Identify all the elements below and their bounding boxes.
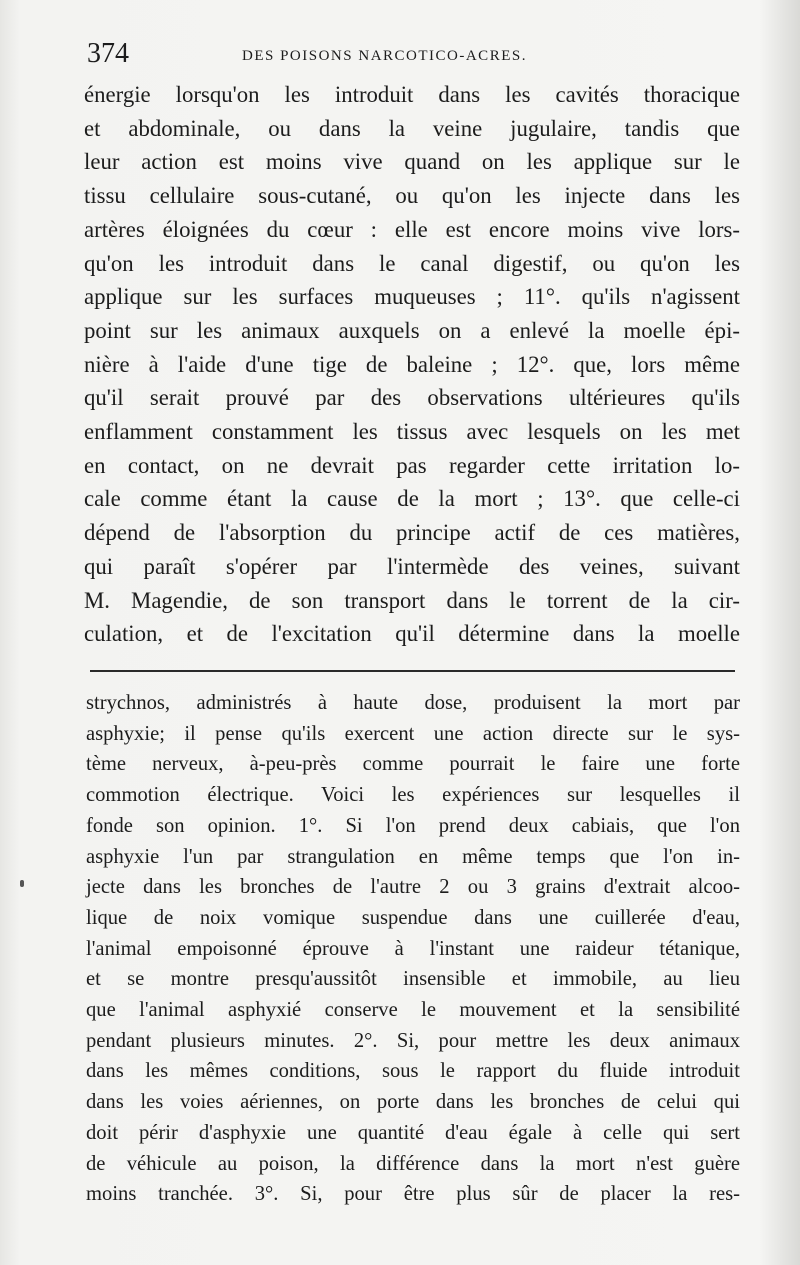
text-line: cale comme étant la cause de la mort ; 13°. que celle-ci [84,486,740,512]
text-line: leur action est moins vive quand on les applique sur le [84,149,740,175]
footnote-line: fonde son opinion. 1°. Si l'on prend deux cabiais, que l'on [86,814,740,837]
text-line: dépend de l'absorption du principe actif de ces matières, [84,520,740,546]
text-line: tissu cellulaire sous-cutané, ou qu'on les injecte dans les [84,183,740,209]
footnote-separator-rule [90,670,735,672]
footnote-line: de véhicule au poison, la différence dans la mort n'est guère [86,1152,740,1175]
text-line: enflamment constamment les tissus avec lesquels on les met [84,419,740,445]
text-line: énergie lorsqu'on les introduit dans les cavités thoracique [84,82,740,107]
text-line: qu'on les introduit dans le canal digestif, ou qu'on les [84,250,740,276]
text-line: et abdominale, ou dans la veine jugulaire, tandis que [84,115,740,141]
page-header [87,38,747,78]
margin-ink-speck [20,880,24,887]
footnote-line: moins tranchée. 3°. Si, pour être plus sûr de placer la res- [86,1183,740,1206]
text-line: qu'il serait prouvé par des observations ultérieures qu'ils [84,385,740,411]
footnote-line: asphyxie l'un par strangulation en même temps que l'on in- [86,845,740,868]
footnote-line: dans les voies aériennes, on porte dans les bronches de celui qui [86,1091,740,1114]
text-line: applique sur les surfaces muqueuses ; 11°. qu'ils n'agissent [84,284,740,310]
footnote-line: l'animal empoisonné éprouve à l'instant une raideur tétanique, [86,937,740,960]
footnote-line: que l'animal asphyxié conserve le mouvement et la sensibilité [86,999,740,1022]
running-title: DES POISONS NARCOTICO-ACRES. [242,48,527,64]
footnote-line: doit périr d'asphyxie une quantité d'eau égale à celle qui sert [86,1121,740,1144]
text-line: M. Magendie, de son transport dans le torrent de la cir- [84,587,740,613]
main-text-block [84,78,740,651]
text-line: en contact, on ne devrait pas regarder cette irritation lo- [84,452,740,478]
footnote-line: lique de noix vomique suspendue dans une cuillerée d'eau, [86,906,740,929]
footnote-line: tème nerveux, à-peu-près comme pourrait le faire une forte [86,753,740,776]
text-line: qui paraît s'opérer par l'intermède des veines, suivant [84,553,740,579]
text-line: culation, et de l'excitation qu'il détermine dans la moelle [84,621,740,647]
footnote-line: asphyxie; il pense qu'ils exercent une action directe sur le sys- [86,722,740,745]
footnote-block [86,688,740,1210]
footnote-line: et se montre presqu'aussitôt insensible et immobile, au lieu [86,968,740,991]
footnote-line: commotion électrique. Voici les expériences sur lesquelles il [86,784,740,807]
footnote-line: dans les mêmes conditions, sous le rapport du fluide introduit [86,1060,740,1083]
text-line: nière à l'aide d'une tige de baleine ; 12°. que, lors même [84,351,740,377]
footnote-line: strychnos, administrés à haute dose, produisent la mort par [86,692,740,714]
footnote-line: pendant plusieurs minutes. 2°. Si, pour mettre les deux animaux [86,1029,740,1052]
text-line: point sur les animaux auxquels on a enlevé la moelle épi- [84,317,740,343]
page-number: 374 [87,38,129,69]
text-line: artères éloignées du cœur : elle est encore moins vive lors- [84,216,740,242]
footnote-line: jecte dans les bronches de l'autre 2 ou 3 grains d'extrait alcoo- [86,876,740,899]
